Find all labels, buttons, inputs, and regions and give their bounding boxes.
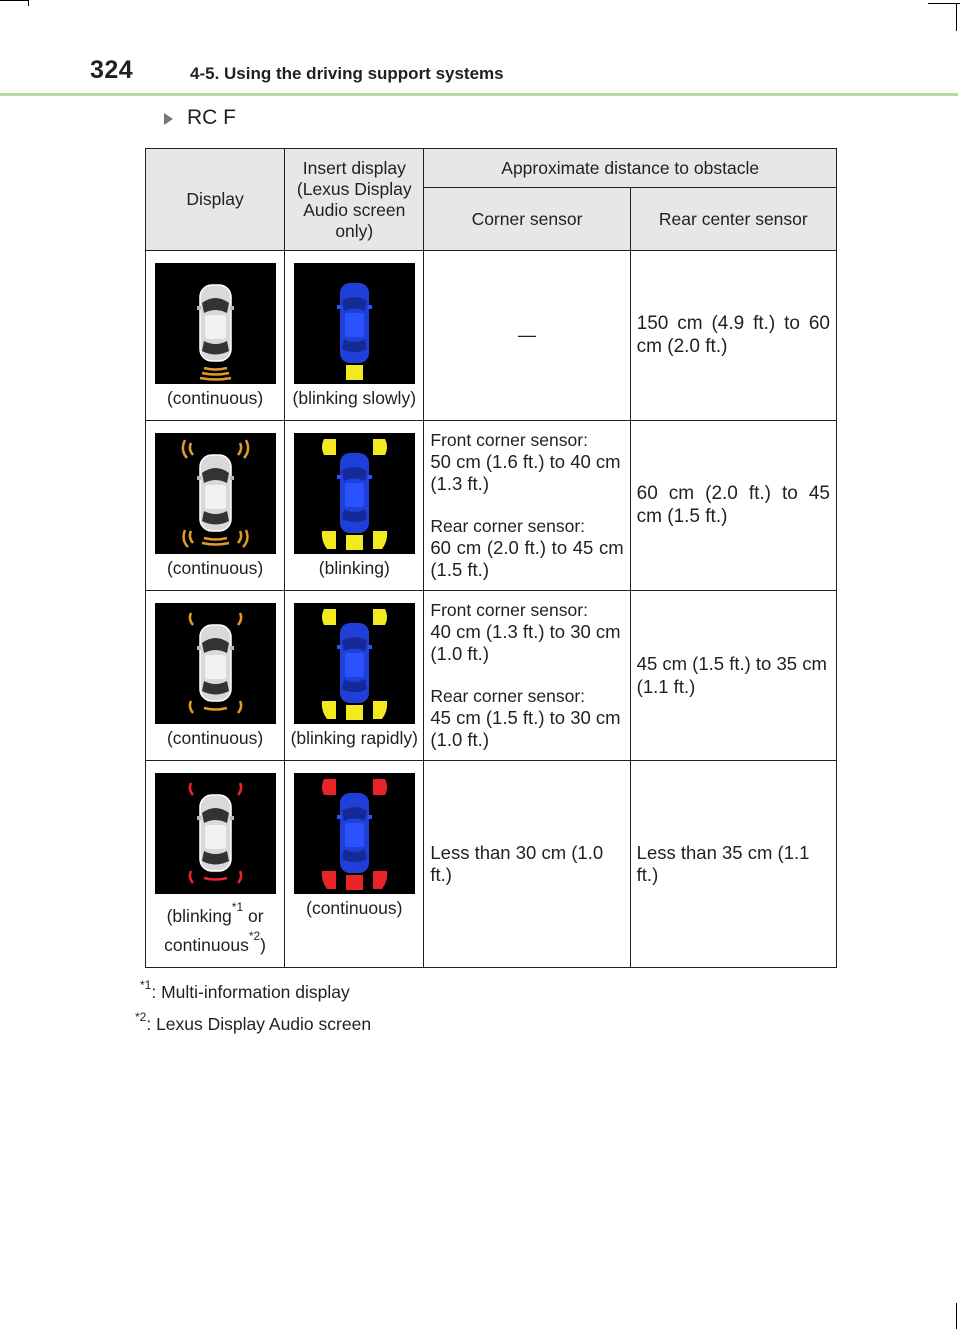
rear-sensor-cell: 45 cm (1.5 ft.) to 35 cm (1.1 ft.) (630, 591, 836, 761)
rear-sensor-cell: 60 cm (2.0 ft.) to 45 cm (1.5 ft.) (630, 421, 836, 591)
footnote-1 (140, 978, 350, 1003)
insert-display-image (294, 433, 415, 554)
rear-sensor-cell: Less than 35 cm (1.1 ft.) (630, 761, 836, 968)
insert-caption: (blinking) (318, 558, 390, 578)
page-number: 324 (90, 56, 134, 84)
distance-table (145, 148, 837, 968)
table-row (146, 591, 837, 761)
front-corner-distance: 40 cm (1.3 ft.) to 30 cm (1.0 ft.) (430, 620, 621, 664)
header-rule (0, 93, 958, 96)
insert-caption: (blinking rapidly) (290, 728, 418, 748)
display-cell (146, 591, 285, 761)
model-label (164, 106, 236, 130)
crop-mark (28, 0, 29, 6)
insert-display-image (294, 603, 415, 724)
insert-display-cell (285, 251, 424, 421)
front-corner-label: Front corner sensor: (430, 429, 588, 450)
display-cell (146, 421, 285, 591)
header-display: Display (146, 149, 285, 251)
footnote-mark: *1 (140, 978, 152, 992)
front-corner-distance: 50 cm (1.6 ft.) to 40 cm (1.3 ft.) (430, 450, 621, 494)
header-insert-display: Insert display (Lexus Display Audio screen only) (285, 149, 424, 251)
header-approx-distance: Approximate distance to obstacle (424, 149, 837, 188)
footnote-text: : Lexus Display Audio screen (146, 1014, 372, 1034)
multi-info-display-image (155, 263, 276, 384)
header-rear-center-sensor: Rear center sensor (630, 188, 836, 251)
crop-mark (0, 0, 28, 1)
display-caption: (continuous) (166, 728, 264, 748)
model-name: RC F (187, 106, 236, 129)
footnote-mark: *2 (135, 1010, 147, 1024)
insert-caption: (blinking slowly) (292, 388, 417, 408)
display-cell (146, 761, 285, 968)
rear-sensor-cell: 150 cm (4.9 ft.) to 60 cm (2.0 ft.) (630, 251, 836, 421)
section-title: 4-5. Using the driving support systems (190, 64, 504, 83)
multi-info-display-image (155, 773, 276, 894)
corner-sensor-cell (424, 591, 630, 761)
display-caption: (continuous) (166, 558, 264, 578)
table-row (146, 761, 837, 968)
table-row (146, 251, 837, 421)
insert-display-cell (285, 421, 424, 591)
multi-info-display-image (155, 603, 276, 724)
rear-corner-label: Rear corner sensor: (430, 686, 586, 706)
footnote-ref-2: *2 (248, 928, 261, 943)
insert-caption: (continuous) (306, 898, 403, 918)
corner-sensor-cell (424, 421, 630, 591)
rear-corner-distance: 45 cm (1.5 ft.) to 30 cm (1.0 ft.) (430, 707, 621, 751)
multi-info-display-image (155, 433, 276, 554)
display-cell (146, 251, 285, 421)
footnote-ref-1: *1 (231, 900, 244, 914)
front-corner-label: Front corner sensor: (430, 599, 588, 620)
display-caption: (blinking$^{*1}$ or continuous$^{*2}$) (164, 900, 266, 955)
header-corner-sensor: Corner sensor (424, 188, 630, 251)
corner-sensor-cell: — (424, 251, 630, 421)
corner-sensor-cell: Less than 30 cm (1.0 ft.) (424, 761, 630, 968)
insert-display-cell (285, 591, 424, 761)
insert-display-cell (285, 761, 424, 968)
table-row (146, 421, 837, 591)
footnote-text: : Multi-information display (151, 982, 350, 1002)
insert-display-image (294, 773, 415, 894)
rear-corner-distance: 60 cm (2.0 ft.) to 45 cm (1.5 ft.) (430, 537, 624, 581)
display-caption: (continuous) (166, 388, 264, 408)
crop-mark (956, 1303, 957, 1329)
crop-mark (956, 3, 957, 31)
rear-corner-label: Rear corner sensor: (430, 516, 586, 536)
insert-display-image (294, 263, 415, 384)
triangle-bullet-icon (164, 113, 173, 125)
footnote-2 (135, 1010, 372, 1035)
